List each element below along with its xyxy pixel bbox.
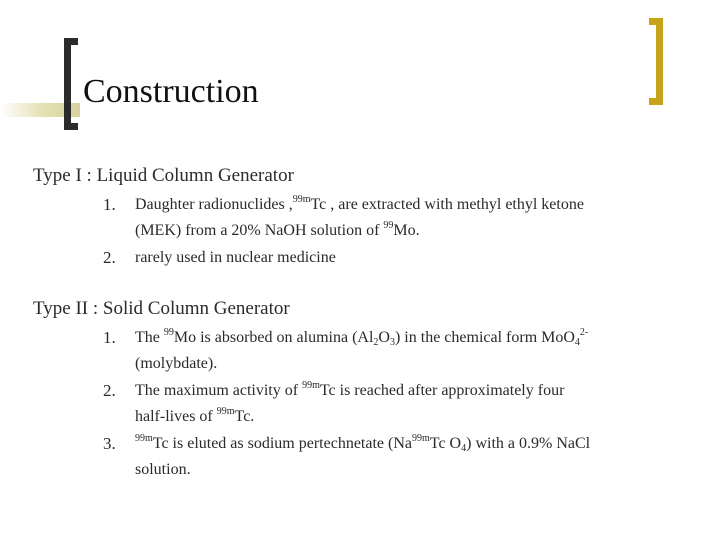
left-bracket	[64, 38, 71, 130]
type1-item2-number: 2.	[103, 248, 116, 267]
type2-item3-line1: $^{99m}$Tc is eluted as sodium pertechnetate ($Na^{99m}Tc$ $O_4$) with a 0.9% NaCl	[135, 433, 591, 454]
type2-item1-line2: (molybdate).	[135, 355, 218, 372]
type2-heading: Type II : Solid Column Generator	[33, 298, 290, 319]
type1-item2-line1: rarely used in nuclear medicine	[135, 249, 336, 266]
type1-item1-number: 1.	[103, 195, 116, 214]
type2-item1-line1: The $^{99}$Mo is absorbed on alumina $(Al_2O_3)$ in the chemical form MoO$_4^{2-}$	[135, 327, 589, 348]
right-bracket	[656, 18, 663, 105]
left-bracket-bottom	[64, 123, 78, 130]
type1-item1-line2: (MEK) from a 20% NaOH solution of $^{99}$Mo.	[135, 220, 420, 239]
type2-item2-line2: half-lives of $^{99m}$Tc.	[135, 406, 255, 425]
right-bracket-top	[649, 18, 663, 25]
type2-item2-number: 2.	[103, 381, 116, 400]
right-bracket-bottom	[649, 98, 663, 105]
type2-item2-line1: The maximum activity of $^{99m}$Tc is reached after approximately four	[135, 380, 565, 399]
type2-item3-line2: solution.	[135, 461, 191, 478]
type1-heading: Type I : Liquid Column Generator	[33, 165, 294, 186]
left-bracket-top	[64, 38, 78, 45]
type2-item3-number: 3.	[103, 434, 116, 453]
slide-title: Construction	[83, 73, 259, 110]
type2-item1-number: 1.	[103, 328, 116, 347]
type1-item1-line1: Daughter radionuclides ,$^{99m}$Tc , are extracted with methyl ethyl ketone	[135, 194, 584, 213]
